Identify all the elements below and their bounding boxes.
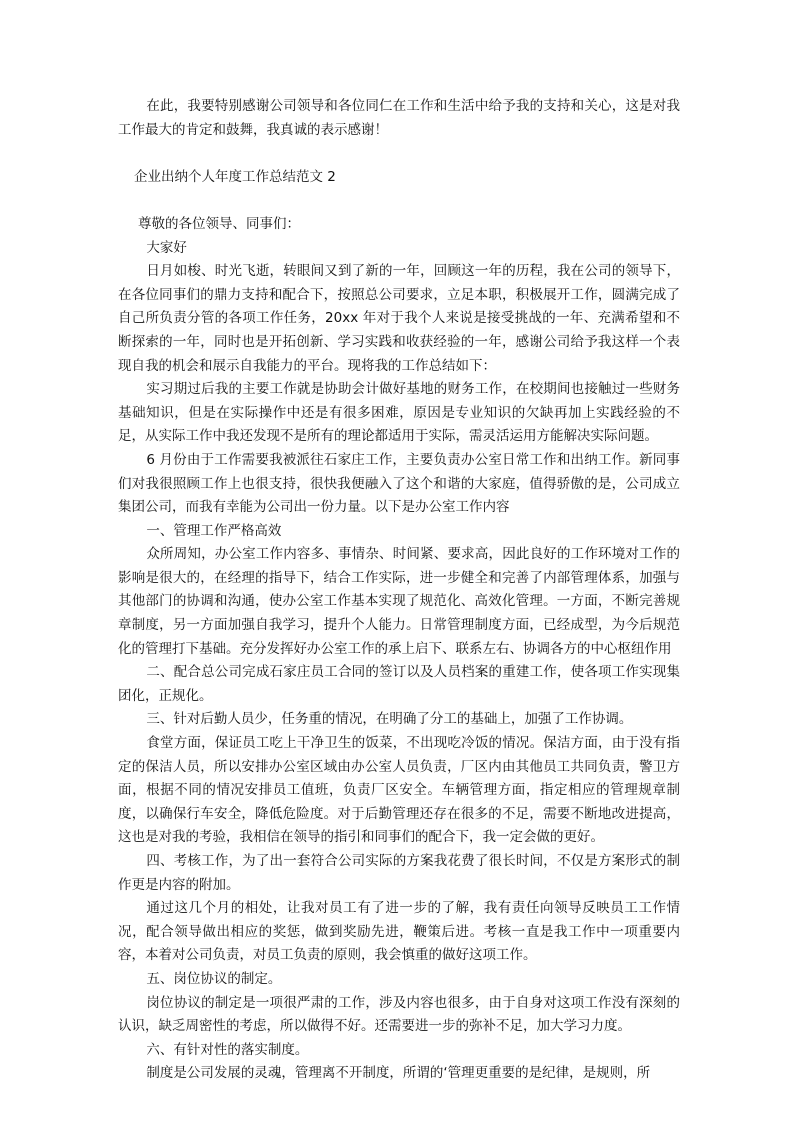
section-heading-6: 六、有针对性的落实制度。 <box>146 1041 309 1058</box>
paragraph-management: 众所周知，办公室工作内容多、事情杂、时间紧、要求高，因此良好的工作环境对工作的影响是很大的，在经理的指导下，结合工作实际，进一步健全和完善了内部管理体系，加强与其他部门的协调和沟通，使办公室工作基本实现了规范化、高效化管理。一方面，不断完善规章制度，另一方面加强自我学习，提升个人能力。日常管理制度方面，已经成型，为今后规范化的管理打下基础。充分发挥好办公室工作的承上启下、联系左右、协调各方的中心枢纽作用 <box>118 546 680 657</box>
paragraph-opening: 日月如梭、时光飞逝，转眼间又到了新的一年，回顾这一年的历程，我在公司的领导下，在各位同事们的鼎力支持和配合下，按照总公司要求，立足本职，积极展开工作，圆满完成了自己所负责分管的各项工作任务，20xx 年对于我个人来说是接受挑战的一年、充满希望和不断探索的一年，同时也是开拓创新、学习实践和收获经验的一年，感谢公司给予我这样一个表现自我的机会和展示自我能力的平台。现将我的工作总结如下： <box>118 263 680 374</box>
section-heading-5: 五、岗位协议的制定。 <box>146 970 282 987</box>
paragraph-internship: 实习期过后我的主要工作就是协助会计做好基地的财务工作，在校期间也接触过一些财务基础知识，但是在实际操作中还是有很多困难，原因是专业知识的欠缺再加上实践经验的不足，从实际工作中我还发现不是所有的理论都适用于实际，需灵活运用方能解决实际问题。 <box>118 381 680 445</box>
salutation: 尊敬的各位领导、同事们： <box>138 215 300 232</box>
spacer <box>118 189 680 213</box>
section-heading-2: 二、配合总公司完成石家庄员工合同的签订以及人员档案的重建工作，使各项工作实现集团化，正规化。 <box>118 664 680 704</box>
paragraph-logistics: 食堂方面，保证员工吃上干净卫生的饭菜，不出现吃冷饭的情况。保洁方面，由于没有指定的保洁人员，所以安排办公室区域由办公室人员负责，厂区内由其他员工共同负责，警卫方面，根据不同的情况安排员工值班，负责厂区安全。车辆管理方面，指定相应的管理规章制度，以确保行车安全，降低危险度。对于后勤管理还存在很多的不足，需要不断地改进提高，这也是对我的考验，我相信在领导的指引和同事们的配合下，我一定会做的更好。 <box>118 735 680 846</box>
paragraph-agreement: 岗位协议的制定是一项很严肃的工作，涉及内容也很多，由于自身对这项工作没有深刻的认识，缺乏周密性的考虑，所以做得不好。还需要进一步的弥补不足，加大学习力度。 <box>118 994 680 1035</box>
intro-thanks-paragraph: 在此，我要特别感谢公司领导和各位同仁在工作和生活中给予我的支持和关心，这是对我工作最大的肯定和鼓舞，我真诚的表示感谢！ <box>118 98 680 138</box>
document-title: 企业出纳个人年度工作总结范文 2 <box>134 168 336 185</box>
section-heading-1: 一、管理工作严格高效 <box>146 522 282 539</box>
greeting: 大家好 <box>146 239 187 256</box>
paragraph-system: 制度是公司发展的灵魂，管理离不开制度，所谓的‘管理更重要的是纪律，是规则，所 <box>146 1065 651 1082</box>
section-heading-4: 四、考核工作，为了出一套符合公司实际的方案我花费了很长时间，不仅是方案形式的制作更是内容的附加。 <box>118 853 680 893</box>
section-heading-3: 三、针对后勤人员少，任务重的情况，在明确了分工的基础上，加强了工作协调。 <box>146 711 633 728</box>
paragraph-june: 6 月份由于工作需要我被派往石家庄工作，主要负责办公室日常工作和出纳工作。新同事们对我很照顾工作上也很支持，很快我便融入了这个和谐的大家庭，值得骄傲的是，公司成立集团公司，而我有幸能为公司出一份力量。以下是办公室工作内容 <box>118 451 680 516</box>
paragraph-assessment: 通过这几个月的相处，让我对员工有了进一步的了解，我有责任向领导反映员工工作情况，配合领导做出相应的奖惩，做到奖励先进，鞭策后进。考核一直是我工作中一项重要内容，本着对公司负责，对员工负责的原则，我会慎重的做好这项工作。 <box>118 900 680 964</box>
document-page <box>118 95 680 1086</box>
spacer <box>118 142 680 166</box>
